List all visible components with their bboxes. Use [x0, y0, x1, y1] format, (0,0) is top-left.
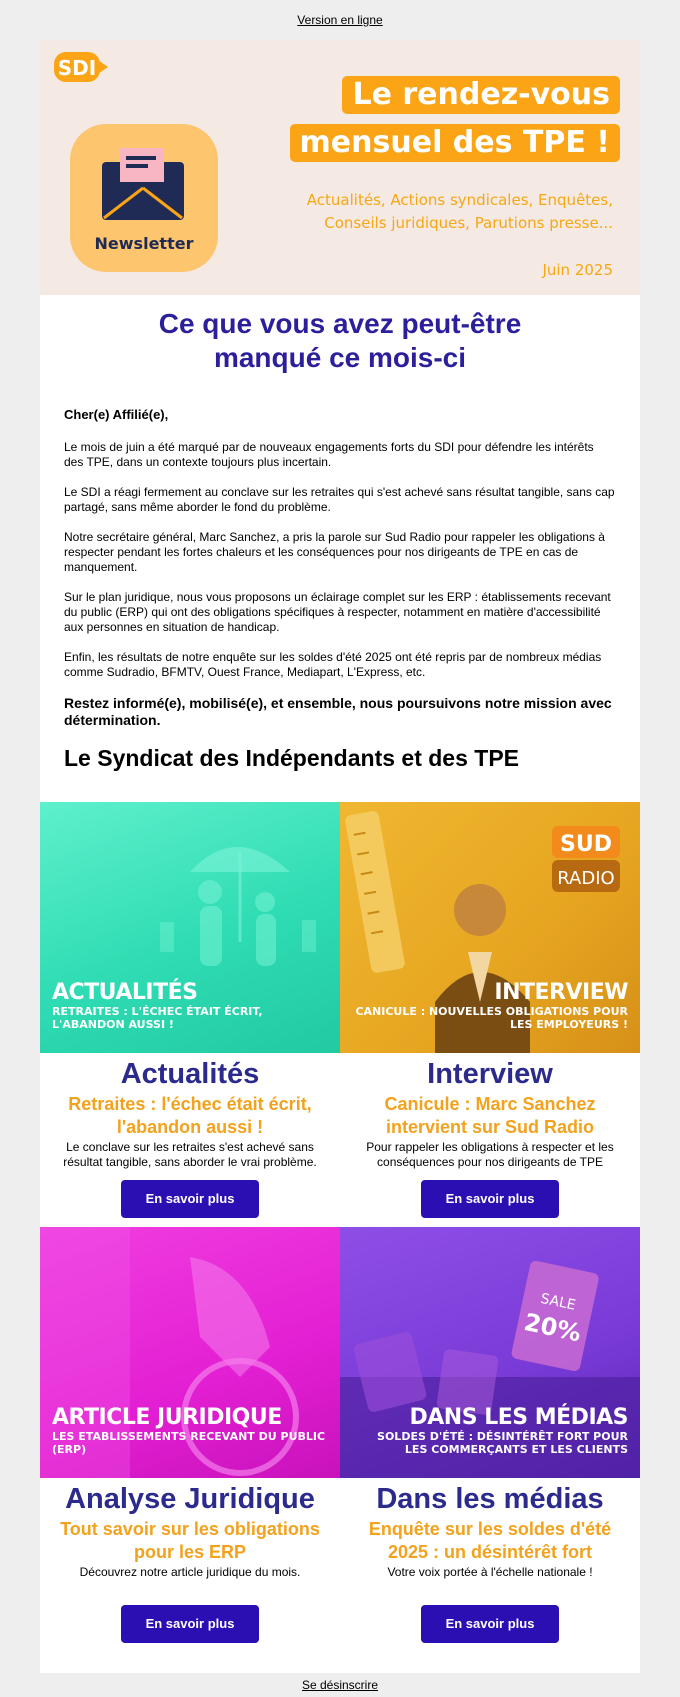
online-version-bar	[0, 13, 680, 27]
actualites-read-more-button[interactable]: En savoir plus	[121, 1180, 259, 1218]
intro-paragraph: Le mois de juin a été marqué par de nouveaux engagements forts du SDI pour défendre les intérêts des TPE, dans un contexte toujours plus incertain.	[64, 440, 594, 469]
svg-text:SALE: SALE	[539, 1290, 577, 1314]
tile-interview	[340, 802, 640, 1212]
actualites-image	[40, 802, 340, 1053]
intro-paragraph: Sur le plan juridique, nous vous proposons un éclairage complet sur les ERP : établissements recevant du public (ERP) qui ont des obligations spécifiques à respecter, notamment en matière d'accessibilité aux personnes en situation de handicap.	[64, 590, 611, 634]
tile-description: Pour rappeler les obligations à respecter et les conséquences pour nos dirigeants de TPE	[366, 1140, 614, 1169]
tile-subtitle: Tout savoir sur les obligations pour les ERP	[60, 1519, 320, 1562]
juridique-caption: ARTICLE JURIDIQUE LES ETABLISSEMENTS RECEVANT DU PUBLIC (ERP)	[52, 1405, 326, 1456]
hero-headline	[290, 76, 620, 172]
svg-text:SUD: SUD	[560, 832, 612, 857]
svg-text:RADIO: RADIO	[557, 868, 615, 889]
svg-text:SDI: SDI	[57, 56, 97, 80]
intro-paragraph: Notre secrétaire général, Marc Sanchez, a pris la parole sur Sud Radio pour rappeler les obligations à respecter pendant les fortes chaleurs et les conséquences pour nos dirigeants de TPE en cas de manquement.	[64, 530, 605, 574]
headline-line-1: Le rendez-vous	[342, 76, 620, 114]
newsletter-label: Newsletter	[94, 234, 194, 253]
interview-caption: INTERVIEW CANICULE : NOUVELLES OBLIGATIONS POUR LES EMPLOYEURS !	[355, 980, 628, 1031]
headline-line-2: mensuel des TPE !	[290, 124, 620, 162]
interview-image	[340, 802, 640, 1053]
tile-title: Interview	[427, 1058, 553, 1090]
medias-image	[340, 1227, 640, 1478]
unsubscribe-bar	[0, 1678, 680, 1692]
svg-text:20%: 20%	[521, 1308, 584, 1348]
tile-subtitle: Retraites : l'échec était écrit, l'abandon aussi !	[68, 1094, 312, 1137]
tile-actualites	[40, 802, 340, 1212]
intro-body	[64, 407, 616, 771]
intro-title: Ce que vous avez peut-être manqué ce mois-ci	[158, 308, 522, 373]
newsletter-card	[40, 40, 640, 1673]
tile-title: Analyse Juridique	[65, 1483, 315, 1515]
juridique-read-more-button[interactable]: En savoir plus	[121, 1605, 259, 1643]
tile-title: Dans les médias	[376, 1483, 604, 1515]
tile-description: Le conclave sur les retraites s'est achevé sans résultat tangible, sans aborder le vrai problème.	[63, 1140, 317, 1169]
tile-subtitle: Enquête sur les soldes d'été 2025 : un désintérêt fort	[368, 1519, 612, 1562]
unsubscribe-link[interactable]: Se désinscrire	[301, 1678, 379, 1692]
actualites-caption: ACTUALITÉS RETRAITES : L'ÉCHEC ÉTAIT ÉCRIT, L'ABANDON AUSSI !	[52, 980, 263, 1031]
hero-date: Juin 2025	[542, 261, 613, 279]
tile-description: Votre voix portée à l'échelle nationale !	[387, 1565, 593, 1579]
tile-title: Actualités	[120, 1058, 260, 1090]
hero-subline: Actualités, Actions syndicales, Enquêtes, Conseils juridiques, Parutions presse...	[306, 191, 613, 232]
intro-paragraph: Enfin, les résultats de notre enquête sur les soldes d'été 2025 ont été repris par de nombreux médias comme Sudradio, BFMTV, Ouest France, Mediapart, L'Express, etc.	[64, 650, 602, 679]
newsletter-badge	[70, 124, 218, 272]
hero-banner	[40, 40, 640, 295]
sdi-logo	[52, 50, 110, 84]
envelope-icon	[98, 144, 188, 224]
intro-paragraph: Le SDI a réagi fermement au conclave sur les retraites qui s'est achevé sans résultat tangible, sans cap partagé, sans même aborder le fond du problème.	[64, 485, 615, 514]
online-version-link[interactable]: Version en ligne	[297, 13, 383, 27]
tile-medias	[340, 1227, 640, 1637]
tile-juridique	[40, 1227, 340, 1637]
interview-read-more-button[interactable]: En savoir plus	[421, 1180, 559, 1218]
medias-caption: DANS LES MÉDIAS SOLDES D'ÉTÉ : DÉSINTÉRÊT FORT POUR LES COMMERÇANTS ET LES CLIENTS	[377, 1405, 628, 1456]
tile-subtitle: Canicule : Marc Sanchez intervient sur Sud Radio	[384, 1094, 596, 1137]
sud-radio-logo	[550, 824, 622, 896]
medias-read-more-button[interactable]: En savoir plus	[421, 1605, 559, 1643]
tile-description: Découvrez notre article juridique du mois.	[79, 1565, 301, 1579]
closing-text: Restez informé(e), mobilisé(e), et ensemble, nous poursuivons notre mission avec détermination.	[64, 695, 612, 728]
juridique-image	[40, 1227, 340, 1478]
signature: Le Syndicat des Indépendants et des TPE	[64, 745, 520, 771]
greeting: Cher(e) Affilié(e),	[64, 407, 169, 422]
